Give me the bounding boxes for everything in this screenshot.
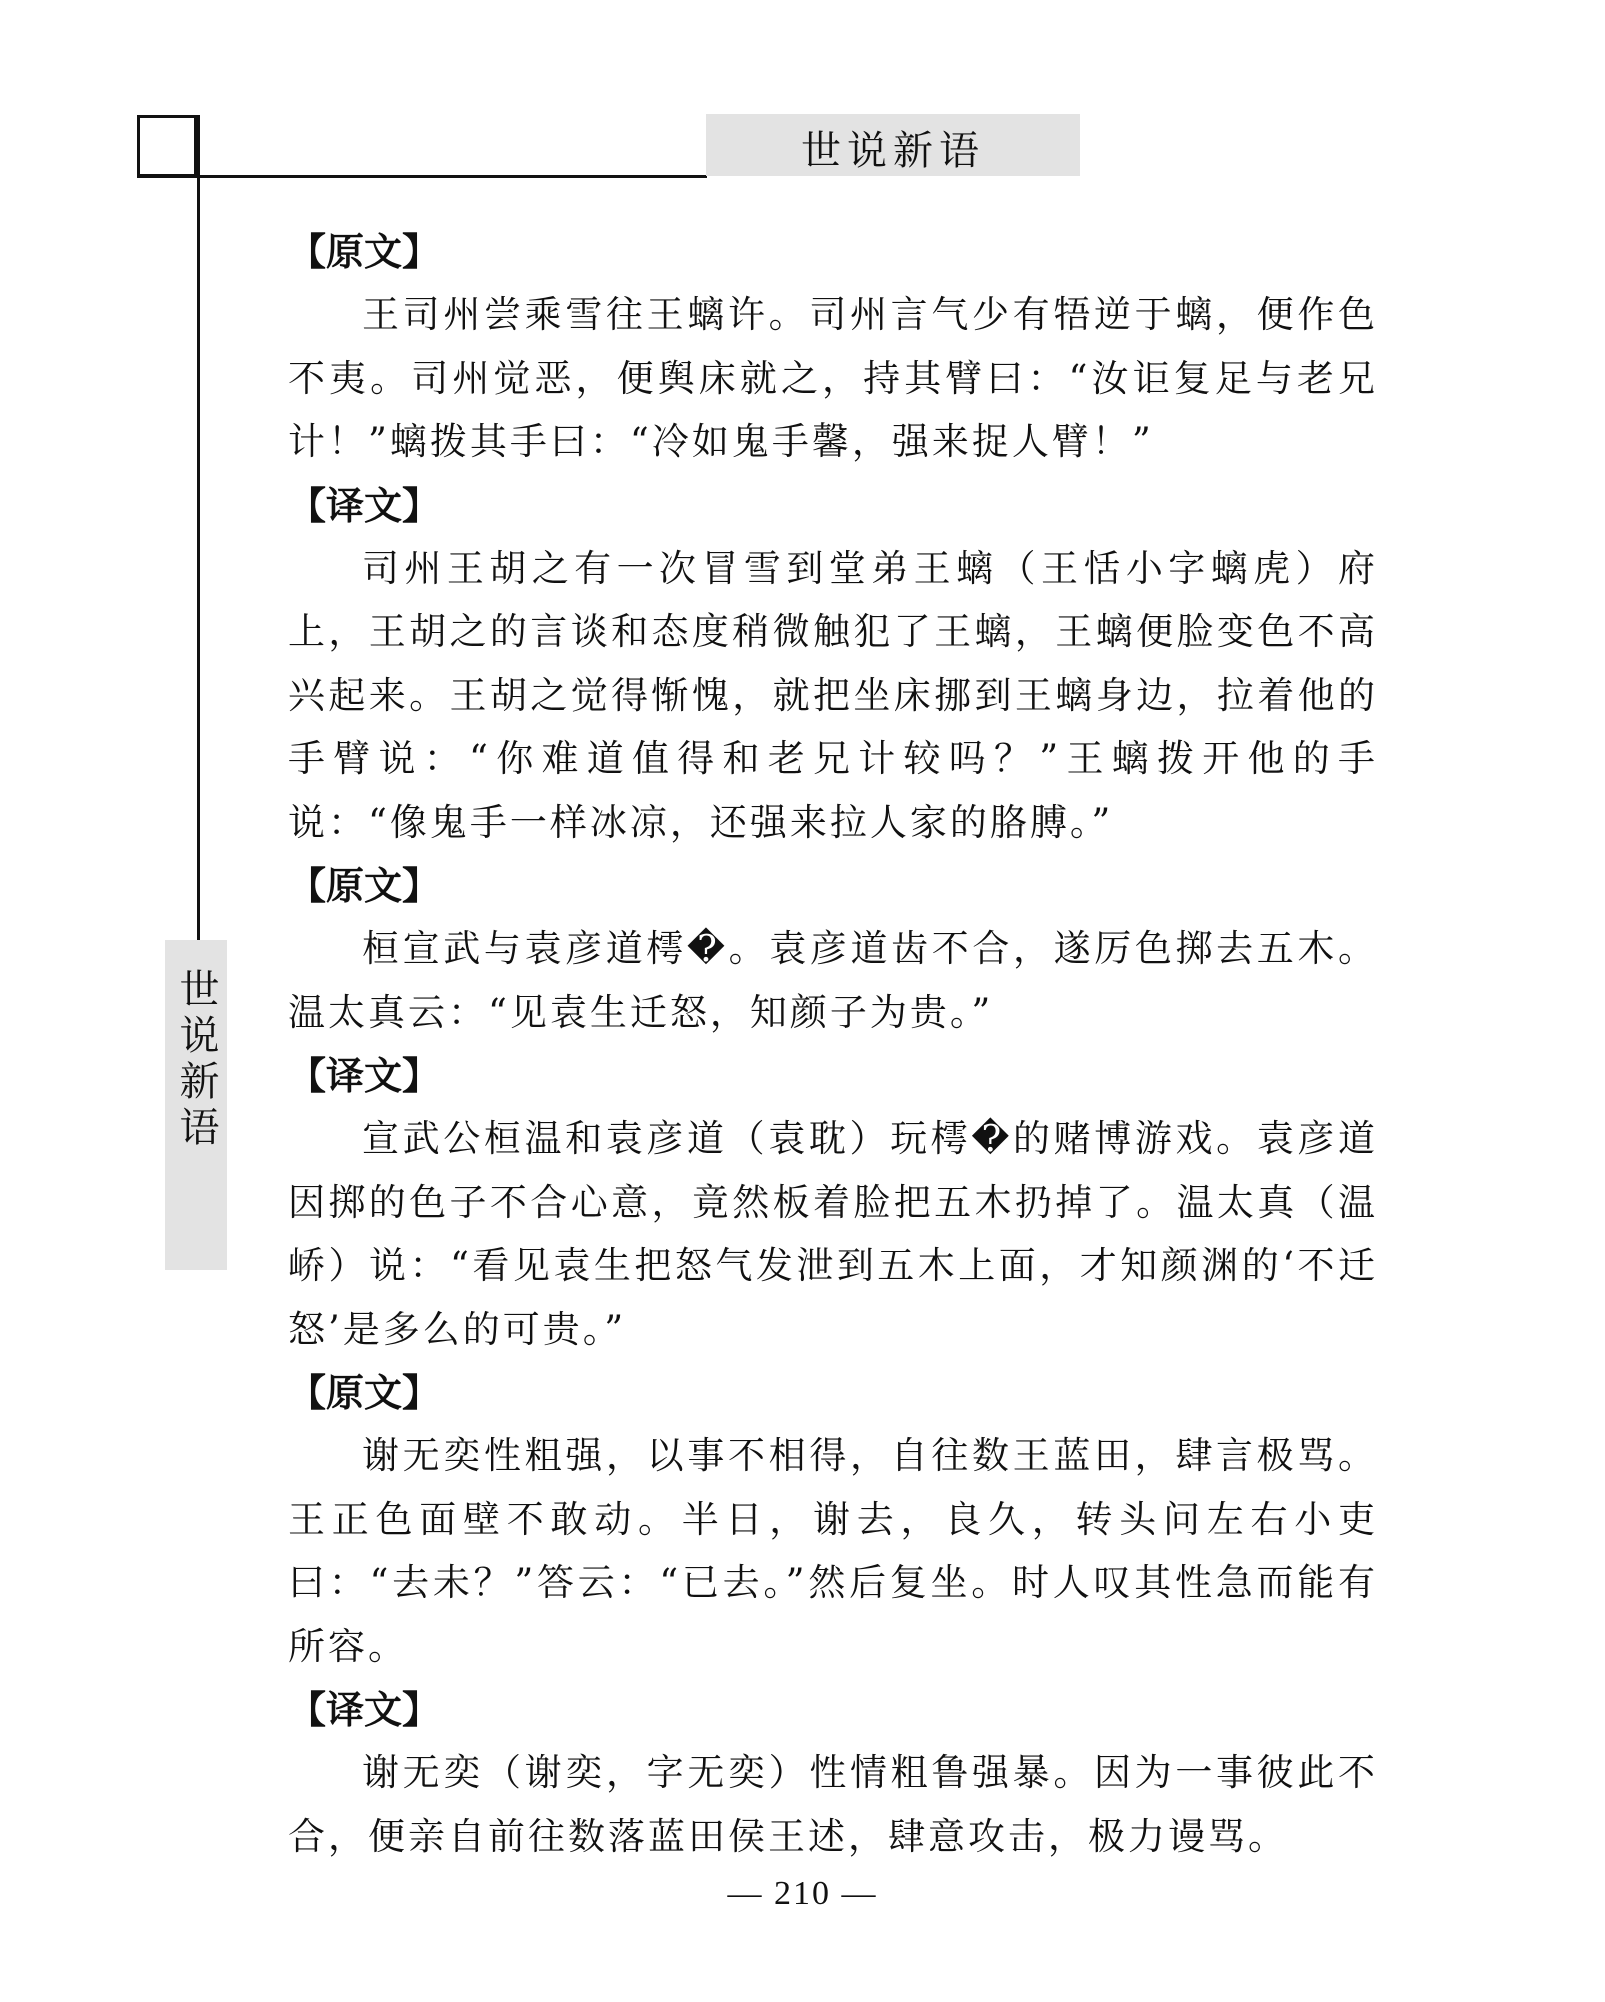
- section-label: 【原文】: [288, 230, 441, 274]
- section-original-2: [288, 855, 1378, 1044]
- section-label: 【原文】: [288, 1371, 441, 1415]
- section-translation-2: [288, 1045, 1378, 1361]
- section-label: 【译文】: [288, 483, 441, 528]
- section-text: 谢无奕性粗强，以事不相得，自往数王蓝田，肆言极骂。王正色面壁不敢动。半日，谢去，良久，转头问左右小吏曰：“去未？”答云：“已去。”然后复坐。时人叹其性急而能有所容。: [288, 1434, 1378, 1668]
- page-body: [288, 221, 1378, 1869]
- header-rule: [137, 175, 707, 178]
- corner-frame: [137, 115, 197, 177]
- section-label: 【译文】: [288, 1054, 441, 1098]
- section-translation-3: [288, 1679, 1378, 1868]
- section-text: 宣武公桓温和袁彦道（袁耽）玩樗�的赌博游戏。袁彦道因掷的色子不合心意，竟然板着脸把五木扔掉了。温太真（温峤）说：“看见袁生把怒气发泄到五木上面，才知颜渊的‘不迁怒’是多么的可贵。”: [288, 1117, 1378, 1351]
- running-header-title: 世说新语: [801, 128, 985, 174]
- section-text: 谢无奕（谢奕，字无奕）性情粗鲁强暴。因为一事彼此不合，便亲自前往数落蓝田侯王述，肆意攻击，极力谩骂。: [288, 1751, 1378, 1858]
- section-text: 司州王胡之有一次冒雪到堂弟王螭（王恬小字螭虎）府上，王胡之的言谈和态度稍微触犯了王螭，王螭便脸变色不高兴起来。王胡之觉得惭愧，就把坐床挪到王螭身边，拉着他的手臂说：“你难道值得和老兄计较吗？”王螭拨开他的手说：“像鬼手一样冰凉，还强来拉人家的胳膊。”: [288, 546, 1378, 844]
- section-text: 桓宣武与袁彦道樗�。袁彦道齿不合，遂厉色掷去五木。温太真云：“见袁生迁怒，知颜子为贵。”: [288, 927, 1378, 1034]
- section-label: 【原文】: [288, 864, 441, 908]
- section-original-3: [288, 1362, 1378, 1678]
- section-translation-1: [288, 475, 1378, 855]
- side-tab-label: 世说新语: [173, 968, 219, 1152]
- page-number: — 210 —: [727, 1875, 878, 1912]
- section-original-1: [288, 221, 1378, 474]
- section-text: 王司州尝乘雪往王螭许。司州言气少有牾逆于螭，便作色不夷。司州觉恶，便舆床就之，持其臂曰：“汝讵复足与老兄计！”螭拨其手曰：“冷如鬼手馨，强来捉人臂！”: [288, 293, 1378, 463]
- section-label: 【译文】: [288, 1688, 441, 1732]
- spine-rule: [197, 115, 200, 940]
